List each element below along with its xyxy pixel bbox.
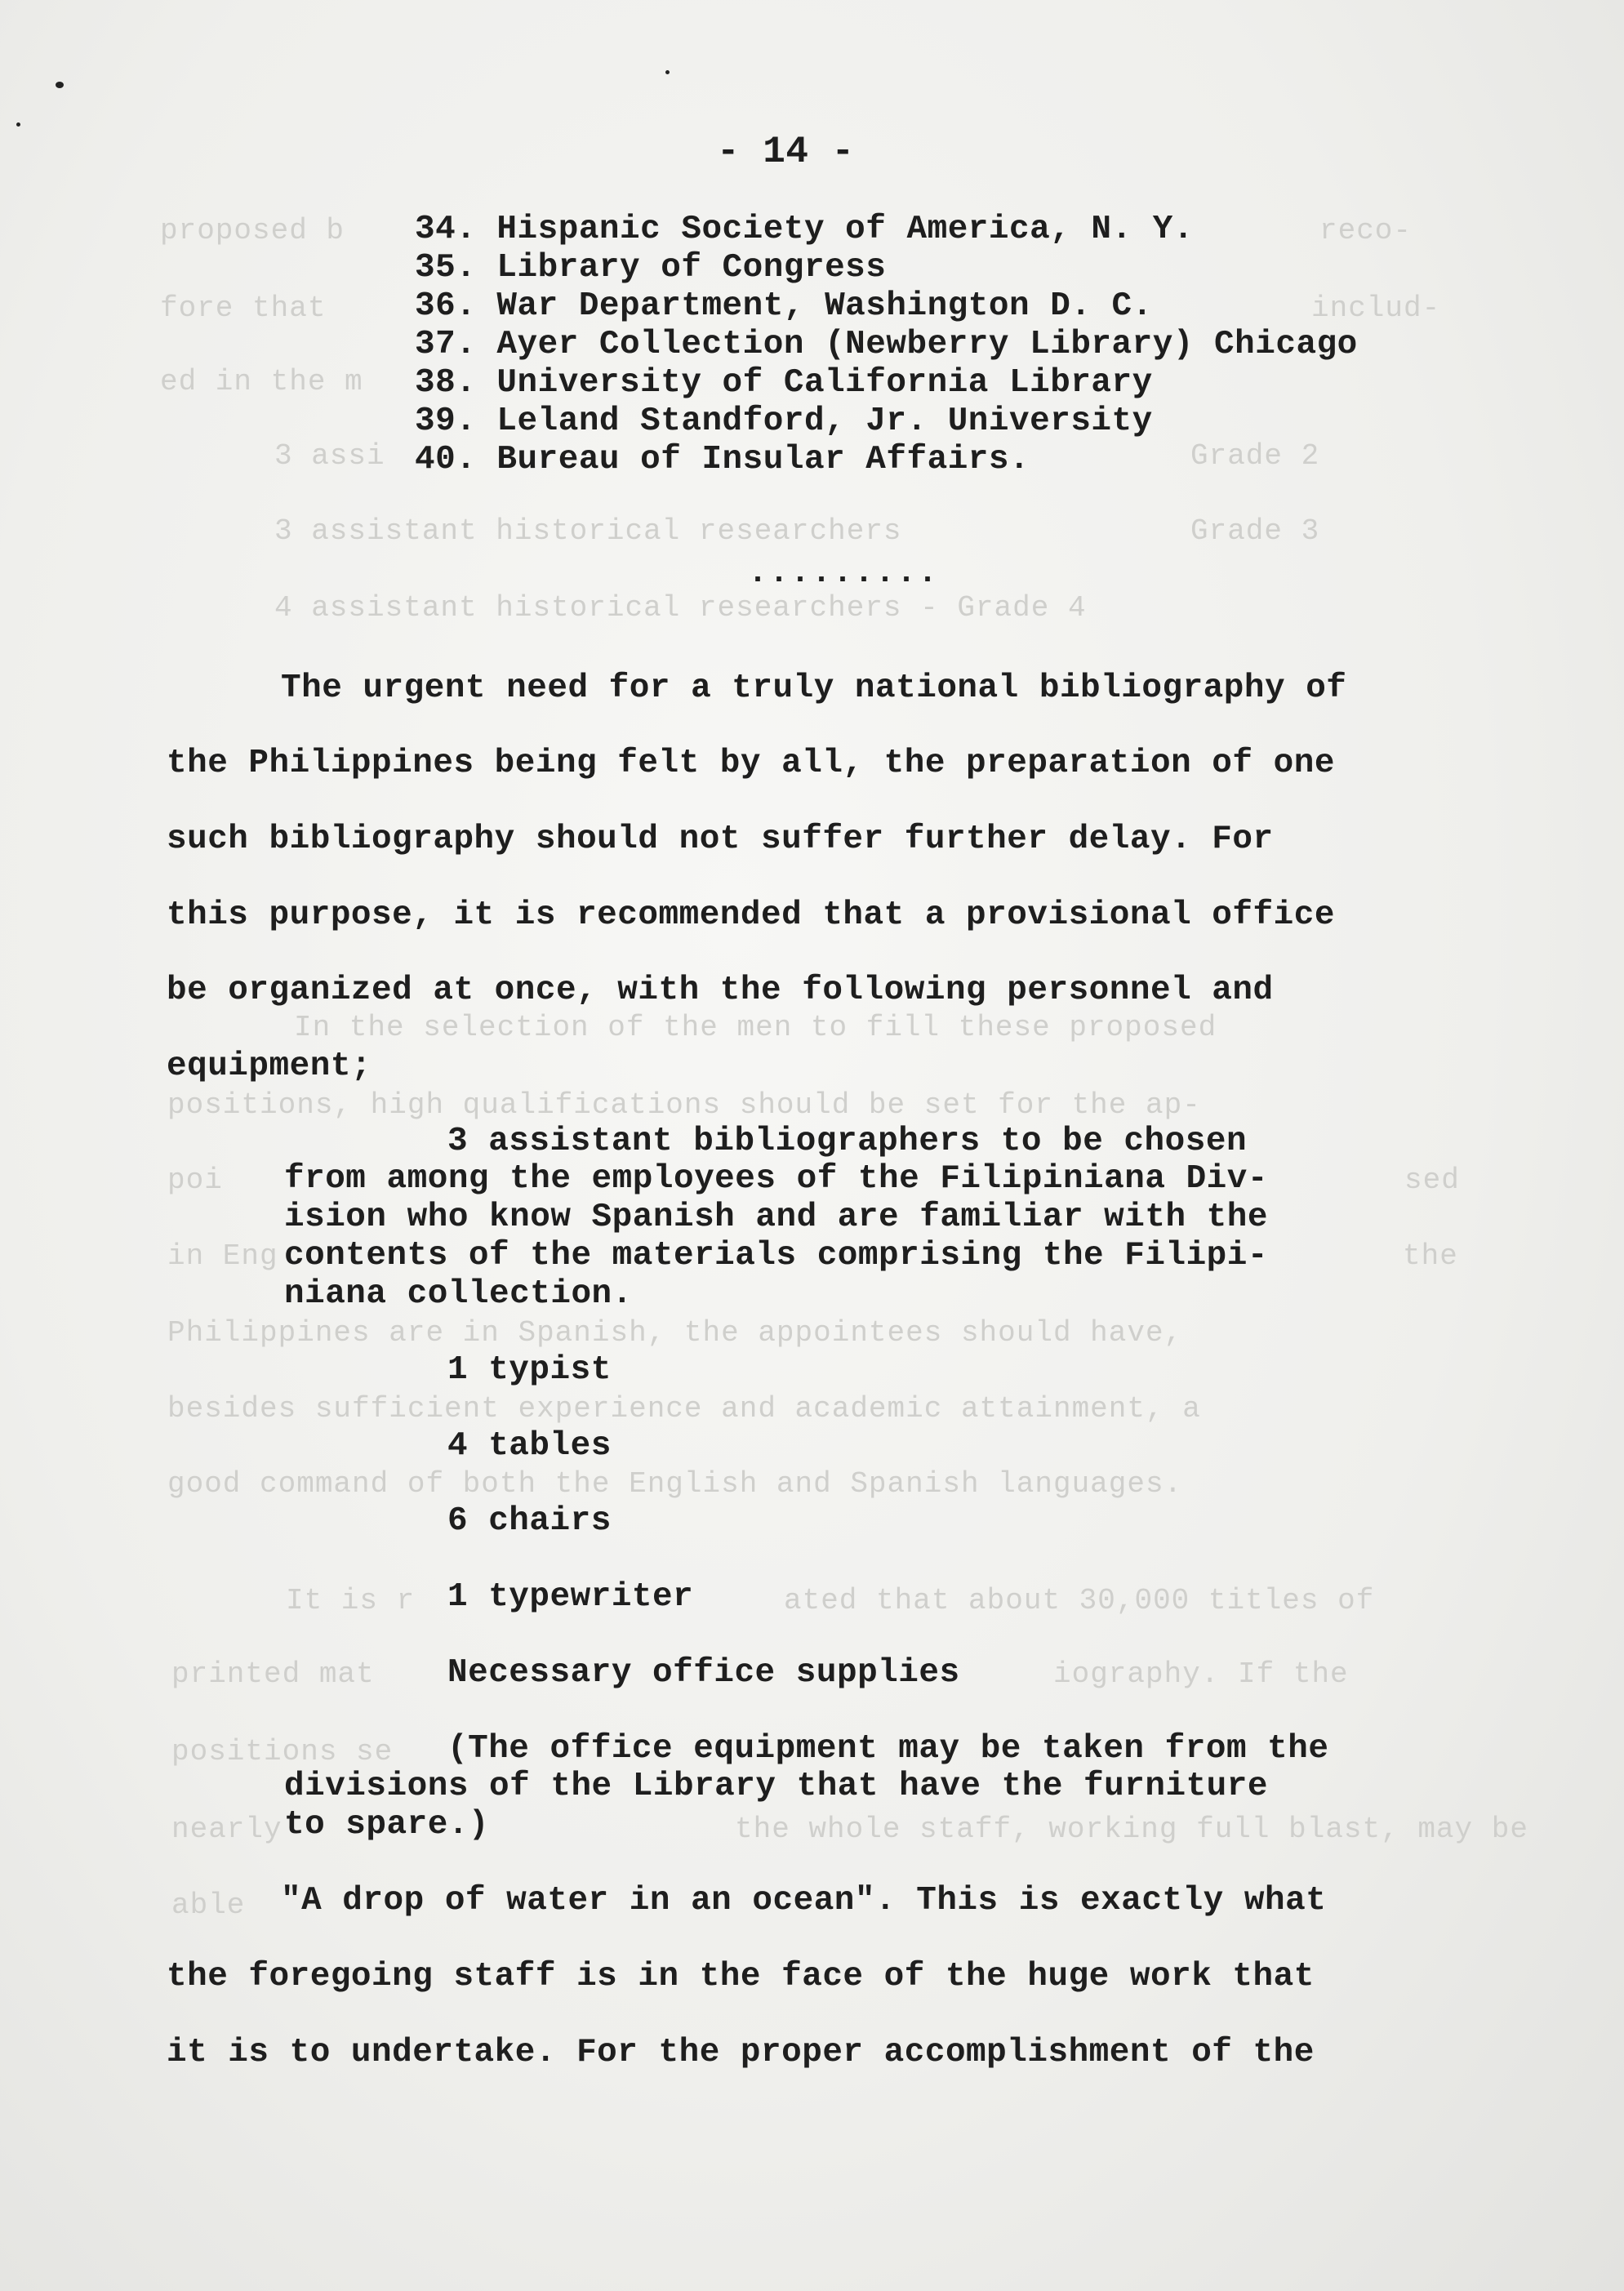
equipment-item: 1 typist [447,1351,612,1389]
paragraph-line: the foregoing staff is in the face of the huge work that [167,1958,1315,1995]
bleed-line: good command of both the English and Spanish languages. [167,1467,1183,1501]
paragraph-line: such bibliography should not suffer further delay. For [167,821,1274,858]
paragraph-line: "A drop of water in an ocean". This is exactly what [281,1882,1327,1920]
equipment-item: 1 typewriter [447,1578,694,1616]
page-number: - 14 - [717,131,855,173]
bleed-line: Grade 2 [1190,439,1320,473]
personnel-line: niana collection. [284,1275,633,1313]
bleed-line: It is r [286,1584,416,1617]
equipment-item: 4 tables [447,1427,612,1465]
bleed-line: reco- [1319,214,1413,247]
paragraph-line: this purpose, it is recommended that a provisional office [167,896,1335,934]
bleed-line: includ- [1311,291,1441,325]
bleed-line: In the selection of the men to fill these proposed [294,1011,1217,1044]
equipment-item: 6 chairs [447,1502,612,1540]
bleed-line: sed [1404,1163,1460,1197]
bleed-line: the [1403,1239,1458,1273]
paragraph-line: The urgent need for a truly national bibliography of [281,670,1347,707]
bleed-line: printed mat [171,1657,375,1691]
list-item: 36. War Department, Washington D. C. [415,287,1153,325]
bleed-line: 4 assistant historical researchers - Grade 4 [274,591,1087,625]
bleed-line: proposed b [160,214,345,247]
list-item: 35. Library of Congress [415,249,887,287]
personnel-line: from among the employees of the Filipiniana Div- [284,1160,1268,1198]
list-item: 38. University of California Library [415,364,1153,402]
equipment-item: Necessary office supplies [447,1654,960,1692]
bleed-line: positions, high qualifications should be set for the ap- [167,1088,1201,1122]
personnel-line: contents of the materials comprising the Filipi- [284,1237,1268,1275]
personnel-line: 3 assistant bibliographers to be chosen [447,1123,1248,1160]
bleed-line: ed in the m [160,365,363,398]
paragraph-line: the Philippines being felt by all, the preparation of one [167,745,1335,782]
note-line: to spare.) [284,1806,490,1844]
list-item: 39. Leland Standford, Jr. University [415,403,1153,440]
ink-speck [56,82,64,88]
ink-speck [665,70,670,74]
list-item: 37. Ayer Collection (Newberry Library) Chicago [415,326,1358,363]
bleed-line: Grade 3 [1190,514,1320,548]
section-separator: ......... [748,555,940,592]
bleed-line: poi [167,1163,223,1197]
bleed-line: able [171,1888,246,1922]
bleed-line: nearly [171,1813,283,1846]
ink-speck [16,122,20,127]
bleed-line: in Eng [167,1239,278,1273]
bleed-line: the whole staff, working full blast, may be [735,1813,1528,1846]
bleed-line: Philippines are in Spanish, the appointees should have, [167,1316,1183,1350]
bleed-line: 3 assistant historical researchers [274,514,902,548]
note-line: (The office equipment may be taken from the [447,1730,1329,1768]
paragraph-line: be organized at once, with the following personnel and [167,972,1274,1009]
note-line: divisions of the Library that have the furniture [284,1768,1268,1805]
list-item: 34. Hispanic Society of America, N. Y. [415,211,1194,248]
bleed-line: ated that about 30,000 titles of [784,1584,1375,1617]
bleed-line: besides sufficient experience and academic attainment, a [167,1392,1201,1426]
bleed-line: 3 assi [274,439,385,473]
bleed-line: positions se [171,1735,394,1768]
list-item: 40. Bureau of Insular Affairs. [415,441,1030,478]
personnel-line: ision who know Spanish and are familiar with the [284,1199,1268,1236]
paragraph-line: it is to undertake. For the proper accomplishment of the [167,2034,1315,2071]
bleed-line: fore that [160,291,327,325]
paragraph-line: equipment; [167,1048,372,1085]
bleed-line: iography. If the [1053,1657,1349,1691]
